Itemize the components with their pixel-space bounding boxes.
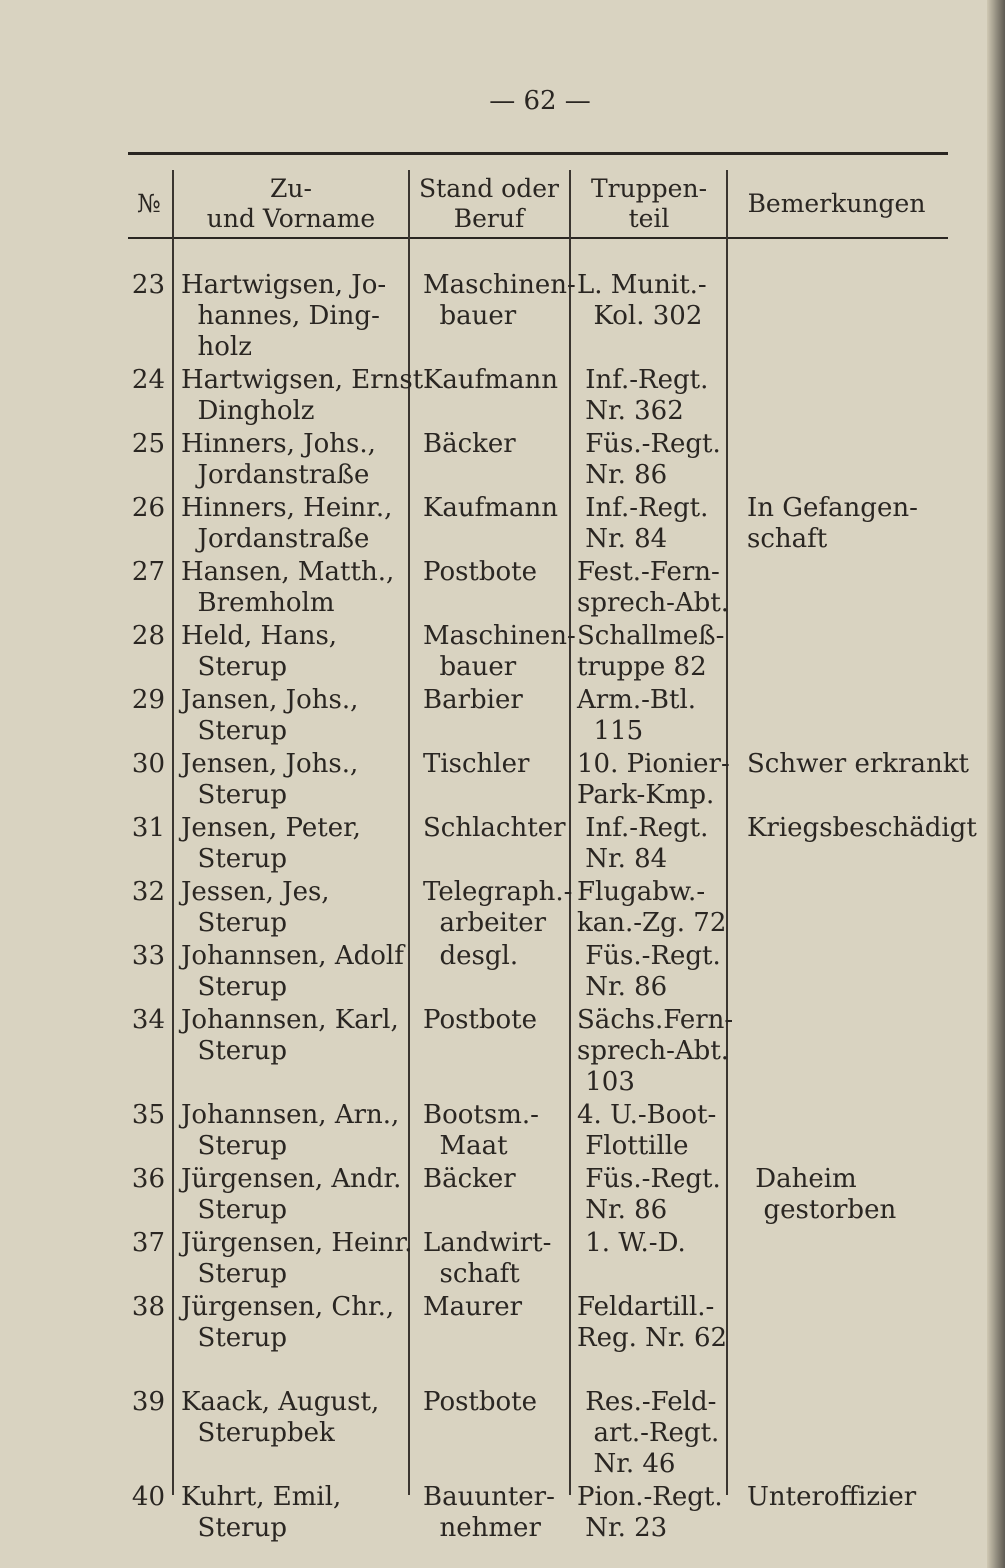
occupation-cell-line: Maat <box>423 1131 508 1161</box>
book-edge <box>987 0 1005 1568</box>
remarks-cell <box>747 749 967 780</box>
row-number: 26 <box>131 493 165 523</box>
name-cell-line: Sterup <box>181 716 287 746</box>
name-cell-line: Hansen, Matth., <box>181 557 395 587</box>
occupation-cell-line: arbeiter <box>423 908 547 938</box>
occupation-cell <box>423 365 573 396</box>
unit-cell <box>577 270 737 332</box>
name-cell-line: Hinners, Johs., <box>181 429 376 459</box>
unit-cell-line: Park-Kmp. <box>577 780 715 810</box>
unit-cell-line: art.-Regt. <box>577 1418 720 1448</box>
occupation-cell-line: Landwirt- <box>423 1228 552 1258</box>
name-cell-line: Jessen, Jes, <box>181 877 330 907</box>
name-cell-line: Jürgensen, Heinr. <box>181 1228 413 1258</box>
occupation-cell-line: Telegraph.- <box>423 877 573 907</box>
remarks-cell-line: Unteroffizier <box>747 1482 917 1512</box>
row-number: 40 <box>131 1482 165 1512</box>
table-row <box>125 749 969 811</box>
occupation-cell-line: bauer <box>423 652 517 682</box>
remarks-cell <box>747 1482 967 1513</box>
table-row <box>125 270 955 363</box>
name-cell-line: Sterup <box>181 1195 287 1225</box>
unit-cell <box>577 685 737 747</box>
name-cell-line: Sterup <box>181 1259 287 1289</box>
occupation-cell-line: Kaufmann <box>423 493 558 523</box>
unit-cell-line: truppe 82 <box>577 652 707 682</box>
occupation-cell <box>423 685 573 716</box>
row-number: 28 <box>131 621 165 651</box>
unit-cell <box>577 1387 737 1480</box>
name-cell-line: Jansen, Johs., <box>181 685 359 715</box>
remarks-cell-line: schaft <box>747 524 828 554</box>
occupation-cell-line: Postbote <box>423 1005 538 1035</box>
table-row <box>125 1292 955 1385</box>
occupation-cell-line: nehmer <box>423 1513 541 1543</box>
unit-cell-line: Feldartill.- <box>577 1292 715 1322</box>
name-cell <box>181 1005 413 1067</box>
unit-cell <box>577 493 737 555</box>
occupation-cell-line: Maurer <box>423 1292 523 1322</box>
occupation-cell <box>423 1228 573 1290</box>
occupation-cell <box>423 429 573 460</box>
occupation-cell <box>423 813 573 844</box>
row-number: 23 <box>131 270 165 300</box>
name-cell <box>181 557 413 619</box>
row-number: 37 <box>131 1228 165 1258</box>
unit-cell <box>577 1164 737 1226</box>
name-cell <box>181 685 413 747</box>
name-cell-line: Sterup <box>181 908 287 938</box>
remarks-cell <box>747 1164 967 1226</box>
unit-cell-line: sprech-Abt. <box>577 1036 730 1066</box>
name-cell-line: Sterup <box>181 1323 287 1353</box>
unit-cell-line: Schallmeß- <box>577 621 725 651</box>
name-cell-line: Dingholz <box>181 396 315 426</box>
table-row <box>125 1482 955 1544</box>
name-cell-line: Sterup <box>181 972 287 1002</box>
name-cell-line: hannes, Ding- <box>181 301 380 331</box>
unit-cell-line: Inf.-Regt. <box>577 365 709 395</box>
occupation-cell <box>423 1164 573 1195</box>
remarks-cell-line: gestorben <box>747 1195 897 1225</box>
row-number: 29 <box>131 685 165 715</box>
occupation-cell-line: Maschinen- <box>423 621 576 651</box>
occupation-cell-line: Maschinen- <box>423 270 576 300</box>
name-cell-line: Hinners, Heinr., <box>181 493 393 523</box>
unit-cell-line: Nr. 362 <box>577 396 684 426</box>
unit-cell <box>577 1100 737 1162</box>
name-cell-line: Sterup <box>181 844 287 874</box>
name-cell <box>181 749 413 811</box>
occupation-cell <box>423 1482 573 1544</box>
unit-cell <box>577 749 737 811</box>
unit-cell <box>577 365 737 427</box>
row-number: 35 <box>131 1100 165 1130</box>
occupation-cell-line: Kaufmann <box>423 365 558 395</box>
name-cell <box>181 365 424 427</box>
unit-cell-line: Nr. 86 <box>577 972 668 1002</box>
occupation-cell-line: Schlachter <box>423 813 566 843</box>
occupation-cell <box>423 877 573 939</box>
unit-cell <box>577 621 737 683</box>
name-cell-line: Jensen, Johs., <box>181 749 359 779</box>
occupation-cell-line: desgl. <box>423 941 519 971</box>
unit-cell-line: Nr. 84 <box>577 524 668 554</box>
occupation-cell-line: Bäcker <box>423 429 516 459</box>
occupation-cell <box>423 493 573 524</box>
name-cell <box>181 1164 413 1226</box>
name-cell-line: Sterupbek <box>181 1418 335 1448</box>
row-number: 36 <box>131 1164 165 1194</box>
name-cell-line: Johannsen, Adolf <box>181 941 404 971</box>
occupation-cell-line: Tischler <box>423 749 530 779</box>
name-cell-line: Jürgensen, Andr. <box>181 1164 402 1194</box>
name-cell <box>181 621 413 683</box>
row-number: 25 <box>131 429 165 459</box>
unit-cell-line: 1. W.-D. <box>577 1228 686 1258</box>
name-cell-line: Sterup <box>181 780 287 810</box>
table-row <box>125 1100 955 1162</box>
unit-cell <box>577 429 737 491</box>
name-cell-line: Sterup <box>181 1036 287 1066</box>
name-cell-line: Sterup <box>181 652 287 682</box>
unit-cell-line: Füs.-Regt. <box>577 429 721 459</box>
name-cell-line: Bremholm <box>181 588 335 618</box>
row-number: 33 <box>131 941 165 971</box>
unit-cell-line: Sächs.Fern- <box>577 1005 734 1035</box>
name-cell-line: Hartwigsen, Ernst <box>181 365 424 395</box>
occupation-cell <box>423 1100 573 1162</box>
occupation-cell <box>423 1005 573 1036</box>
name-cell <box>181 1100 413 1162</box>
table-row <box>125 1387 955 1480</box>
unit-cell <box>577 1482 737 1544</box>
name-cell <box>181 1228 413 1290</box>
name-cell-line: Hartwigsen, Jo- <box>181 270 387 300</box>
row-number: 27 <box>131 557 165 587</box>
unit-cell-line: 10. Pionier- <box>577 749 730 779</box>
table-row <box>125 685 955 747</box>
unit-cell <box>577 813 737 875</box>
occupation-cell-line: Bauunter- <box>423 1482 555 1512</box>
occupation-cell <box>423 1292 573 1323</box>
unit-cell-line: Kol. 302 <box>577 301 703 331</box>
table-row <box>125 1005 955 1098</box>
header-top-rule <box>128 152 948 155</box>
unit-cell-line: Nr. 86 <box>577 1195 668 1225</box>
unit-cell-line: Inf.-Regt. <box>577 493 709 523</box>
table-row <box>125 813 977 875</box>
unit-cell <box>577 557 737 619</box>
unit-cell-line: Inf.-Regt. <box>577 813 709 843</box>
occupation-cell-line: Postbote <box>423 1387 538 1417</box>
unit-cell-line: sprech-Abt. <box>577 588 730 618</box>
remarks-cell-line: Schwer erkrankt <box>747 749 969 779</box>
unit-cell-line: Füs.-Regt. <box>577 941 721 971</box>
unit-cell-line: Nr. 23 <box>577 1513 668 1543</box>
occupation-cell <box>423 941 573 972</box>
name-cell-line: Kuhrt, Emil, <box>181 1482 342 1512</box>
header-stand: Stand oder Beruf <box>419 174 559 233</box>
row-number: 34 <box>131 1005 165 1035</box>
name-cell-line: Jürgensen, Chr., <box>181 1292 395 1322</box>
table-row <box>125 1164 955 1226</box>
name-cell-line: Sterup <box>181 1131 287 1161</box>
name-cell-line: Jensen, Peter, <box>181 813 361 843</box>
row-number: 24 <box>131 365 165 395</box>
unit-cell-line: L. Munit.- <box>577 270 707 300</box>
table-row <box>125 941 955 1003</box>
row-number: 31 <box>131 813 165 843</box>
occupation-cell-line: schaft <box>423 1259 520 1289</box>
unit-cell-line: Reg. Nr. 62 <box>577 1323 728 1353</box>
row-number: 39 <box>131 1387 165 1417</box>
unit-cell-line: Nr. 46 <box>577 1449 676 1479</box>
name-cell-line: Jordanstraße <box>181 524 370 554</box>
page-number: — 62 — <box>489 86 591 116</box>
unit-cell <box>577 1228 737 1259</box>
name-cell <box>181 1482 413 1544</box>
unit-cell-line: Nr. 84 <box>577 844 668 874</box>
name-cell-line: Held, Hans, <box>181 621 338 651</box>
unit-cell-line: Füs.-Regt. <box>577 1164 721 1194</box>
table-row <box>125 621 955 683</box>
occupation-cell <box>423 1387 573 1418</box>
occupation-cell-line: Bootsm.- <box>423 1100 539 1130</box>
table-row <box>125 1228 955 1290</box>
unit-cell-line: Flottille <box>577 1131 689 1161</box>
header-truppenteil: Truppen- teil <box>590 174 708 233</box>
remarks-cell-line: In Gefangen- <box>747 493 918 523</box>
row-number: 32 <box>131 877 165 907</box>
header-bemerkungen: Bemerkungen <box>747 189 926 218</box>
unit-cell-line: 4. U.-Boot- <box>577 1100 717 1130</box>
unit-cell-line: Res.-Feld- <box>577 1387 717 1417</box>
unit-cell-line: kan.-Zg. 72 <box>577 908 727 938</box>
table-row <box>125 493 955 555</box>
remarks-cell-line: Kriegsbeschädigt <box>747 813 977 843</box>
occupation-cell <box>423 270 576 332</box>
name-cell <box>181 813 413 875</box>
occupation-cell <box>423 749 573 780</box>
table-body <box>125 270 977 1546</box>
name-cell <box>181 270 413 363</box>
table-row <box>125 365 955 427</box>
name-cell-line: Kaack, August, <box>181 1387 380 1417</box>
occupation-cell-line: Barbier <box>423 685 523 715</box>
row-number: 38 <box>131 1292 165 1322</box>
occupation-cell-line: Bäcker <box>423 1164 516 1194</box>
unit-cell-line: 115 <box>577 716 644 746</box>
name-cell <box>181 941 413 1003</box>
unit-cell-line: Flugabw.- <box>577 877 706 907</box>
remarks-cell <box>747 493 967 555</box>
name-cell-line: Jordanstraße <box>181 460 370 490</box>
occupation-cell <box>423 621 576 683</box>
table-row <box>125 429 955 491</box>
name-cell <box>181 877 413 939</box>
header-no: № <box>137 189 161 218</box>
occupation-cell <box>423 557 573 588</box>
name-cell-line: holz <box>181 332 252 362</box>
name-cell-line: Johannsen, Karl, <box>181 1005 399 1035</box>
row-number: 30 <box>131 749 165 779</box>
unit-cell <box>577 941 737 1003</box>
name-cell <box>181 1292 413 1354</box>
name-cell <box>181 1387 413 1449</box>
name-cell-line: Johannsen, Arn., <box>181 1100 400 1130</box>
occupation-cell-line: Postbote <box>423 557 538 587</box>
name-cell-line: Sterup <box>181 1513 287 1543</box>
name-cell <box>181 429 413 491</box>
remarks-cell <box>747 813 977 844</box>
unit-cell <box>577 1292 737 1354</box>
header-name: Zu- und Vorname <box>206 174 376 233</box>
unit-cell-line: 103 <box>577 1067 635 1097</box>
unit-cell-line: Pion.-Regt. <box>577 1482 723 1512</box>
unit-cell <box>577 1005 737 1098</box>
unit-cell <box>577 877 737 939</box>
table-row <box>125 557 955 619</box>
unit-cell-line: Arm.-Btl. <box>577 685 697 715</box>
name-cell <box>181 493 413 555</box>
table-row <box>125 877 955 939</box>
unit-cell-line: Fest.-Fern- <box>577 557 720 587</box>
unit-cell-line: Nr. 86 <box>577 460 668 490</box>
remarks-cell-line: Daheim <box>747 1164 857 1194</box>
occupation-cell-line: bauer <box>423 301 517 331</box>
